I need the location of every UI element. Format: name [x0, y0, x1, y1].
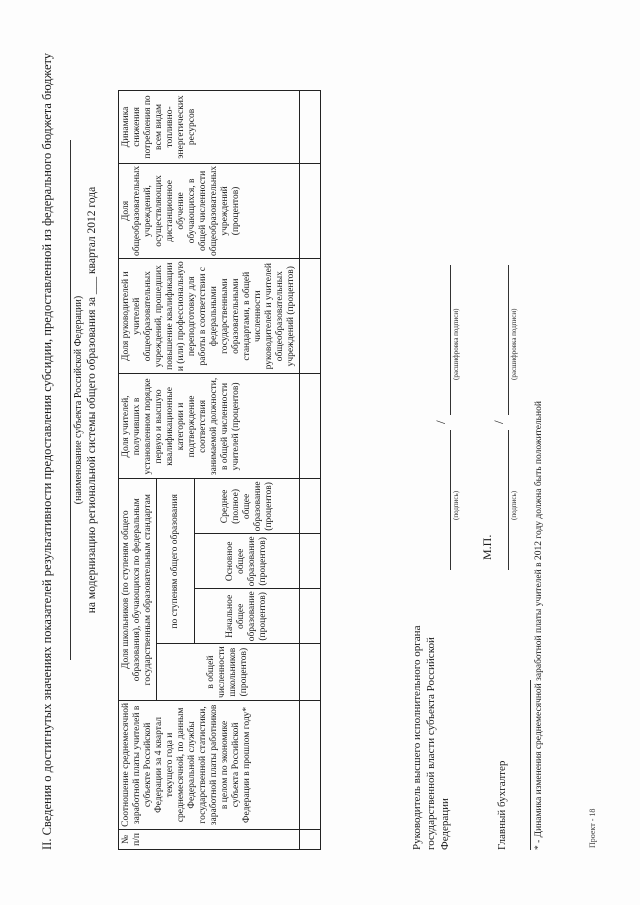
head-sign-line	[450, 430, 451, 570]
page-label: Проект - 18	[588, 808, 597, 848]
accountant-signature-title: Главный бухгалтер	[496, 760, 508, 850]
table-cell	[300, 258, 321, 373]
accountant-decode-hint: (расшифровка подписи)	[510, 308, 518, 380]
head-decode-hint: (расшифровка подписи)	[452, 308, 460, 380]
table-cell	[300, 644, 321, 701]
col-basic-header: Основное общее образование (процентов)	[195, 534, 300, 589]
head-decode-line	[450, 265, 451, 415]
footnote-text: * - Динамика изменения среднемесячной заработной платы учителей в 2012 году должна быть положительной	[534, 401, 544, 850]
head-sign-hint: (подпись)	[452, 490, 460, 520]
table-cell	[300, 829, 321, 849]
col-share-group-header: Доля школьников (по ступеням общего образования), обучающихся по федеральным государственным образовательным стандартам	[119, 479, 157, 701]
head-signature-title: Руководитель высшего исполнительного органа государственной власти субъекта Российской Федерации	[411, 625, 451, 850]
subject-hint: (наименование субъекта Российской Федерации)	[73, 295, 84, 505]
col-teachers-header: Доля учителей, получивших в установленном порядке первую и высшую квалификационные категории и подтверждение соответствия занимаемой должности, в общей численности учителей (процентов)	[119, 374, 300, 479]
footnote	[530, 70, 544, 850]
table-row	[300, 91, 321, 850]
col-distance-header: Доля общеобразовательных учреждений, осуществляющих дистанционное обучение обучающихся, в общей численности общеобразовательных учреждений (процентов)	[119, 163, 300, 258]
accountant-sign-line	[508, 430, 509, 570]
col-total-header: в общей численности школьников (процентов)	[157, 644, 300, 701]
stamp-place: М.П.	[480, 534, 494, 560]
table-cell	[300, 374, 321, 479]
section-heading: II. Сведения о достигнутых значениях показателей результативности предоставления субсидии, предоставленной из федерального бюджета бюджету	[40, 52, 54, 850]
table-cell	[300, 91, 321, 164]
subject-line	[70, 140, 84, 660]
accountant-decode-line	[508, 265, 509, 415]
col-number-header: № п/п	[119, 829, 300, 849]
col-salary-header: Соотношение среднемесячной заработной платы учителей в субъекте Российской Федерации за 4 квартал текущего года и среднемесячной, по данным Федеральной службы государственной статистики, заработной платы работников в целом по экономике субъекта Российской Федерации в прошлом году*	[119, 700, 300, 829]
head-slash: /	[433, 420, 448, 424]
table-cell	[300, 163, 321, 258]
accountant-sign-hint: (подпись)	[510, 490, 518, 520]
table-cell	[300, 479, 321, 534]
table-cell	[300, 534, 321, 589]
subject-block	[70, 140, 98, 660]
col-energy-header: Динамика снижения потребления по всем видам топливно-энергетических ресурсов	[119, 91, 300, 164]
col-secondary-header: Среднее (полное) общее образование (процентов)	[195, 479, 300, 534]
col-primary-header: Начальное общее образование (процентов)	[195, 589, 300, 644]
rotated-content	[40, 30, 610, 860]
col-by-level-header: по ступеням общего образования	[157, 479, 195, 644]
footnote-rule	[530, 680, 531, 850]
purpose-line: на модернизацию региональной системы общего образования за ___ квартал 2012 года	[86, 186, 98, 614]
table-cell	[300, 589, 321, 644]
indicators-table	[118, 90, 321, 850]
accountant-slash: /	[491, 420, 506, 424]
table-cell	[300, 700, 321, 829]
col-managers-header: Доля руководителей и учителей общеобразовательных учреждений, прошедших повышение квалификации и (или) профессиональную переподготовку для работы в соответствии с федеральными государственными образовательными стандартами, в общей численности руководителей и учителей общеобразовательных учреждений (процентов)	[119, 258, 300, 373]
